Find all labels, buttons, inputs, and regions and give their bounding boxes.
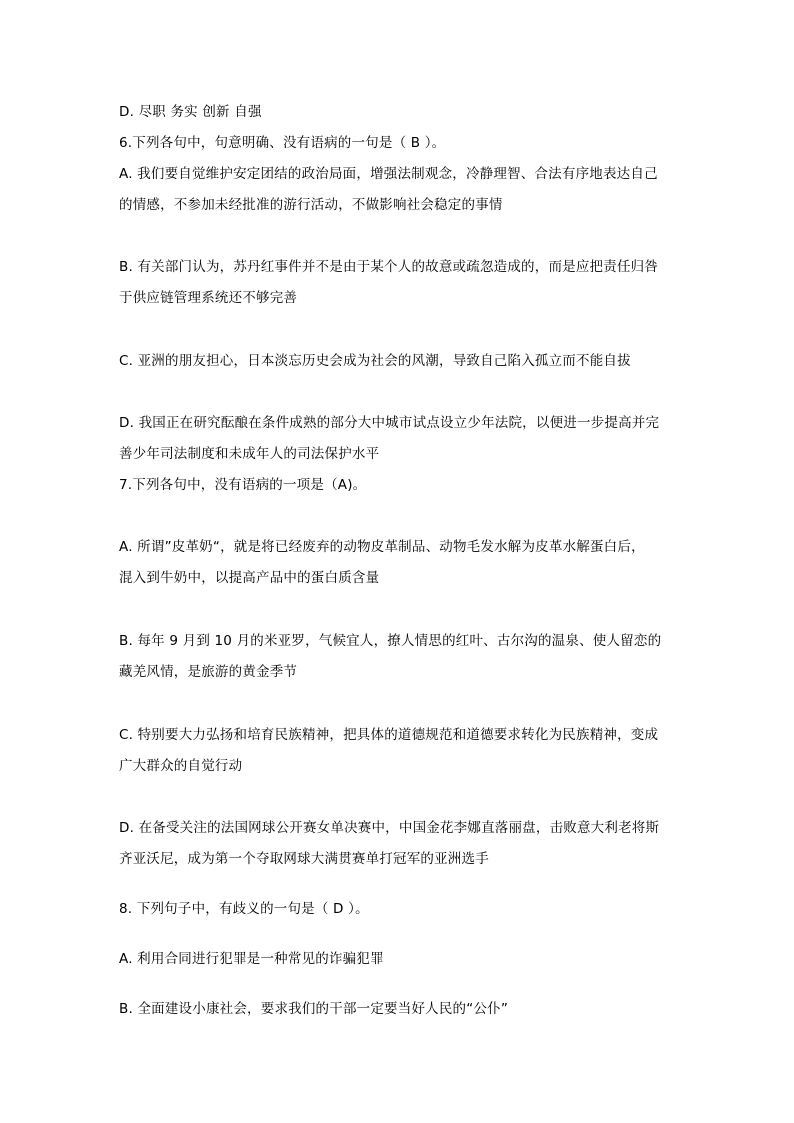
q6-option-a-line2: 的情感，不参加未经批准的游行活动，不做影响社会稳定的事情 <box>119 197 503 213</box>
q7-option-a-line2: 混入到牛奶中，以提高产品中的蛋白质含量 <box>119 570 380 586</box>
q6-option-d-line1: D. 我国正在研究酝酿在条件成熟的部分大中城市试点设立少年法院，以便进一步提高并完 <box>119 415 660 431</box>
q6-option-d-line2: 善少年司法制度和未成年人的司法保护水平 <box>119 446 380 462</box>
q6-option-b-line2: 于供应链管理系统还不够完善 <box>119 290 298 306</box>
q6-option-b-line1: B. 有关部门认为，苏丹红事件并不是由于某个人的故意或疏忽造成的，而是应把责任归咎 <box>119 259 659 275</box>
q6-option-a-line1: A. 我们要自觉维护安定团结的政治局面，增强法制观念，冷静理智、合法有序地表达自己 <box>119 166 658 182</box>
q7-option-a-line1: A. 所谓”皮革奶“，就是将已经废弃的动物皮革制品、动物毛发水解为皮革水解蛋白后， <box>119 539 645 555</box>
q7-option-c-line1: C. 特别要大力弘扬和培育民族精神，把具体的道德规范和道德要求转化为民族精神，变成 <box>119 727 659 743</box>
question-6-stem: 6.下列各句中，句意明确、没有语病的一句是（ B ）。 <box>119 135 446 151</box>
q6-option-c: C. 亚洲的朋友担心，日本淡忘历史会成为社会的风潮，导致自己陷入孤立而不能自拔 <box>119 353 631 369</box>
question-7-stem: 7.下列各句中，没有语病的一项是（A)。 <box>119 477 367 493</box>
q7-option-b-line1: B. 每年 9 月到 10 月的米亚罗，气候宜人，撩人情思的红叶、古尔沟的温泉、使人留恋的 <box>119 633 662 649</box>
q8-option-b: B. 全面建设小康社会，要求我们的干部一定要当好人民的“公仆” <box>119 1001 509 1017</box>
option-line-q5-d: D. 尽职 务实 创新 自强 <box>119 104 262 120</box>
q7-option-d-line2: 齐亚沃尼，成为第一个夺取网球大满贯赛单打冠军的亚洲选手 <box>119 851 489 867</box>
q7-option-b-line2: 藏羌风情，是旅游的黄金季节 <box>119 664 298 680</box>
q7-option-c-line2: 广大群众的自觉行动 <box>119 758 243 774</box>
question-8-stem: 8. 下列句子中，有歧义的一句是（ D ）。 <box>119 901 369 917</box>
q7-option-d-line1: D. 在备受关注的法国网球公开赛女单决赛中，中国金花李娜直落丽盘，击败意大利老将斯 <box>119 820 660 836</box>
q8-option-a: A. 利用合同进行犯罪是一种常见的诈骗犯罪 <box>119 951 384 967</box>
